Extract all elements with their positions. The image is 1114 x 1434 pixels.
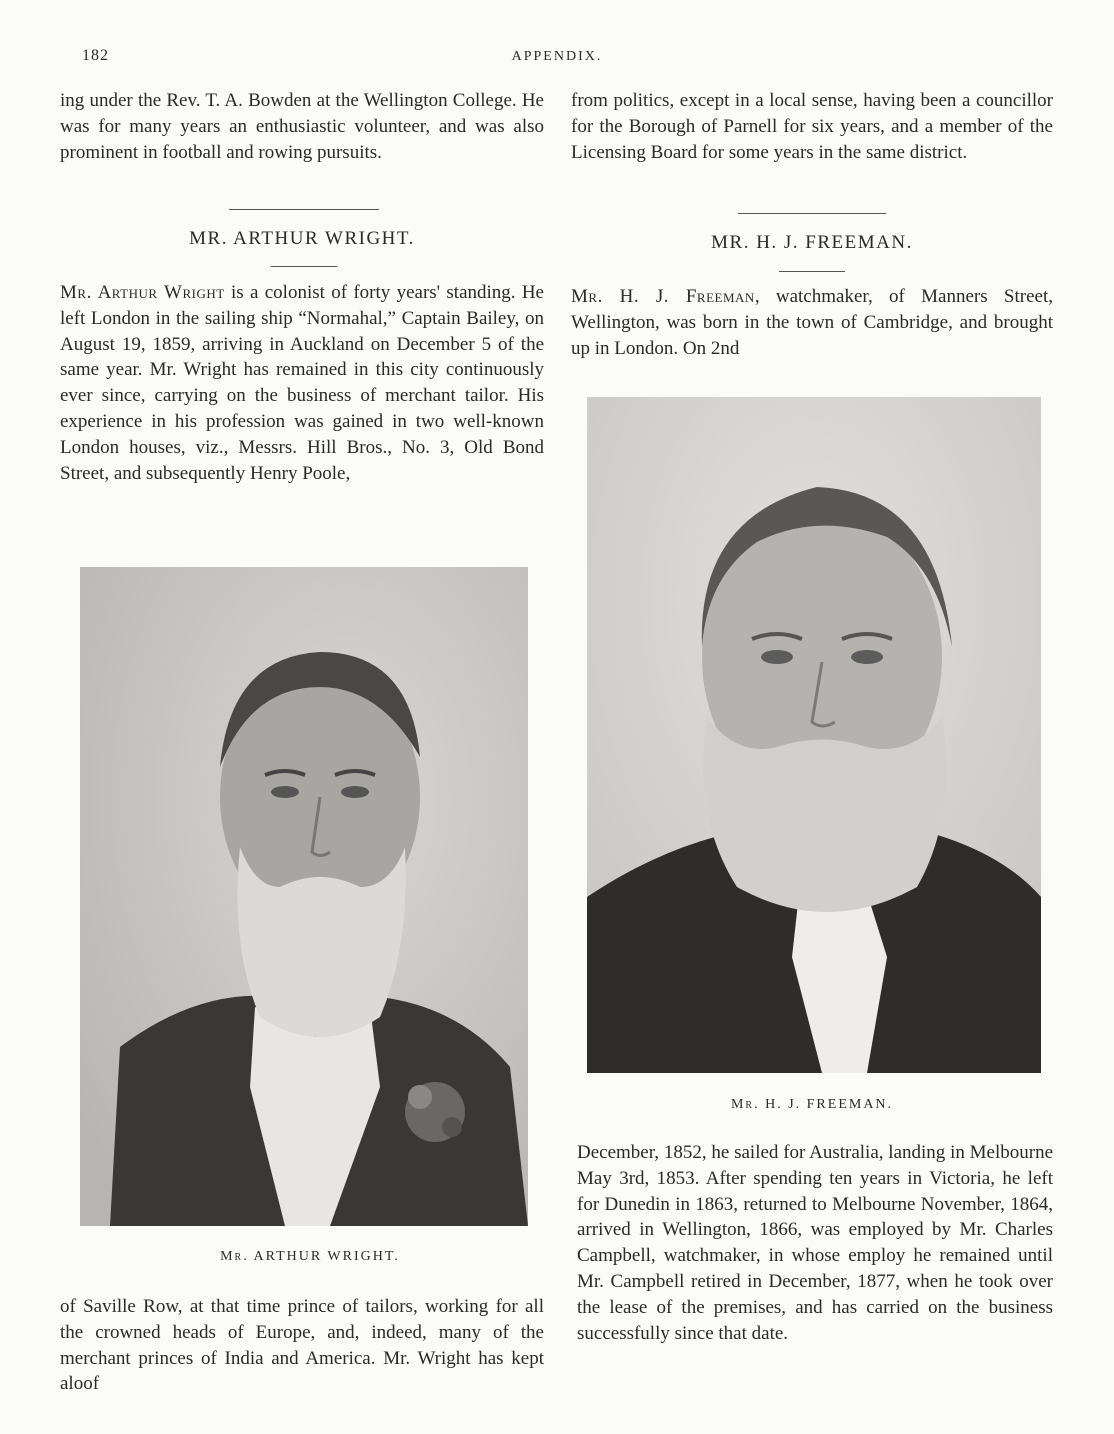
right-body-paragraph-1 xyxy=(571,284,1053,361)
right-intro-paragraph: from politics, except in a local sense, having been a councillor for the Borough of Parnell for six years, and a member of the Licensing Board for some years in the same district. xyxy=(571,90,1053,163)
left-heading: MR. ARTHUR WRIGHT. xyxy=(189,228,415,249)
right-caption-name: H. J. FREEMAN. xyxy=(759,1097,894,1112)
portrait-arthur-wright xyxy=(80,567,528,1226)
right-section-rule xyxy=(738,213,886,214)
portrait-h-j-freeman-illustration xyxy=(587,397,1041,1073)
right-body-text: , watchmaker, of Manners Street, Wellington, was born in the town of Cambridge, and brought up in London. On 2nd xyxy=(571,286,1053,359)
left-photo-caption xyxy=(60,1249,560,1265)
left-body-paragraph-1 xyxy=(60,280,544,486)
left-caption-name: ARTHUR WRIGHT. xyxy=(248,1249,400,1264)
left-body-text: is a colonist of forty years' standing. He left London in the sailing ship “Normahal,” Captain Bailey, on August 19, 1859, arriving in Auckland on December 5 of the same year. Mr. Wright has remained in this city continuously ever since, carrying on the business of merchant tailor. His experience in his profession was gained in two well-known London houses, viz., Messrs. Hill Bros., No. 3, Old Bond Street, and subsequently Henry Poole, xyxy=(60,282,544,484)
left-caption-prefix: Mr. xyxy=(220,1249,249,1264)
left-heading-rule xyxy=(271,266,337,267)
running-title: APPENDIX. xyxy=(511,49,603,64)
left-body-paragraph-2: of Saville Row, at that time prince of tailors, working for all the crowned heads of Europe, and, indeed, many of the merchant princes of India and America. Mr. Wright has kept aloof xyxy=(60,1296,544,1395)
page-number: 182 xyxy=(82,47,109,64)
portrait-arthur-wright-illustration xyxy=(80,567,528,1226)
portrait-h-j-freeman xyxy=(587,397,1041,1073)
right-heading: MR. H. J. FREEMAN. xyxy=(711,232,913,253)
right-body-name: Mr. H. J. Freeman xyxy=(571,286,755,307)
left-intro-paragraph: ing under the Rev. T. A. Bowden at the Wellington College. He was for many years an enthusiastic volunteer, and was also prominent in football and rowing pursuits. xyxy=(60,90,544,163)
right-heading-rule xyxy=(779,271,845,272)
left-body-name: Mr. Arthur Wright xyxy=(60,282,225,303)
right-caption-prefix: Mr. xyxy=(730,1097,760,1112)
right-photo-caption xyxy=(571,1097,1053,1113)
right-body-paragraph-2: December, 1852, he sailed for Australia, landing in Melbourne May 3rd, 1853. After spending ten years in Victoria, he left for Dunedin in 1863, returned to Melbourne November, 1864, arrived in Wellington, 1866, was employed by Mr. Charles Campbell, watchmaker, in whose employ he remained until Mr. Campbell retired in December, 1877, when he took over the lease of the premises, and has carried on the business successfully since that date. xyxy=(577,1142,1053,1344)
left-section-rule xyxy=(229,209,379,210)
